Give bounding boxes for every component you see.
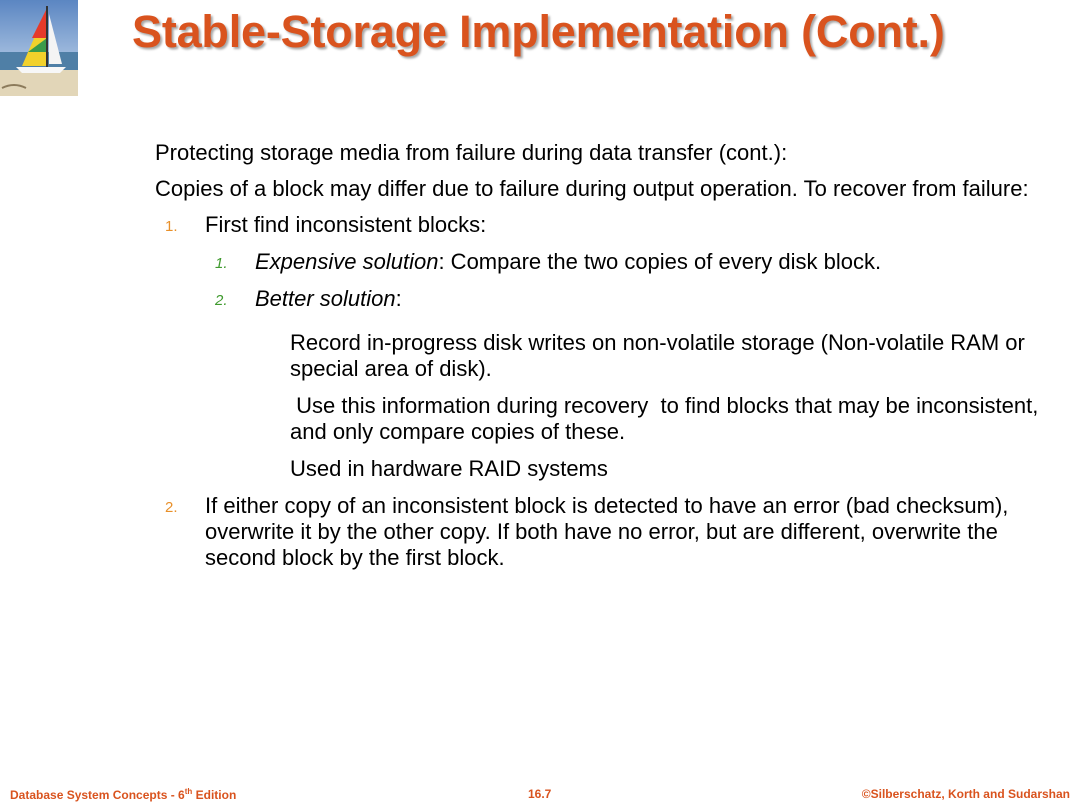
sub-item-label: Expensive solution [255,249,439,274]
footer-page-number: 16.7 [528,787,552,801]
sailboat-logo-icon [0,0,78,96]
detail-line: Use this information during recovery to find blocks that may be inconsistent, and only compare copies of these. [290,393,1045,444]
sub-list-number: 1. [215,255,228,272]
sub-item-label: Better solution [255,286,396,311]
slide-content [155,140,1055,582]
footer-copyright: ©Silberschatz, Korth and Sudarshan [861,787,1070,801]
footer-book-title: Database System Concepts - 6th Edition [10,787,237,802]
sub-list-number: 2. [215,292,228,309]
detail-line: Record in-progress disk writes on non-volatile storage (Non-volatile RAM or special area of disk). [290,330,1025,381]
list-item-2 [155,493,1055,571]
list-number: 2. [165,499,178,516]
list-item-text: If either copy of an inconsistent block is detected to have an error (bad checksum), overwrite it by the other copy. If both have no error, but are different, overwrite the second block by the first block. [205,493,1009,570]
sub-item-2 [155,286,1055,312]
intro-line-2: Copies of a block may differ due to failure during output operation. To recover from failure: [155,176,1029,201]
detail-line: Used in hardware RAID systems [290,456,608,481]
sub-item-text: : Compare the two copies of every disk block. [438,249,882,274]
list-item-text: First find inconsistent blocks: [205,212,487,237]
list-item-1 [155,212,1055,238]
sub-item-1 [155,249,1055,275]
sub-item-text: : [395,286,402,311]
intro-line-1: Protecting storage media from failure during data transfer (cont.): [155,140,788,165]
slide-title: Stable-Storage Implementation (Cont.) [132,6,945,57]
list-number: 1. [165,218,178,235]
